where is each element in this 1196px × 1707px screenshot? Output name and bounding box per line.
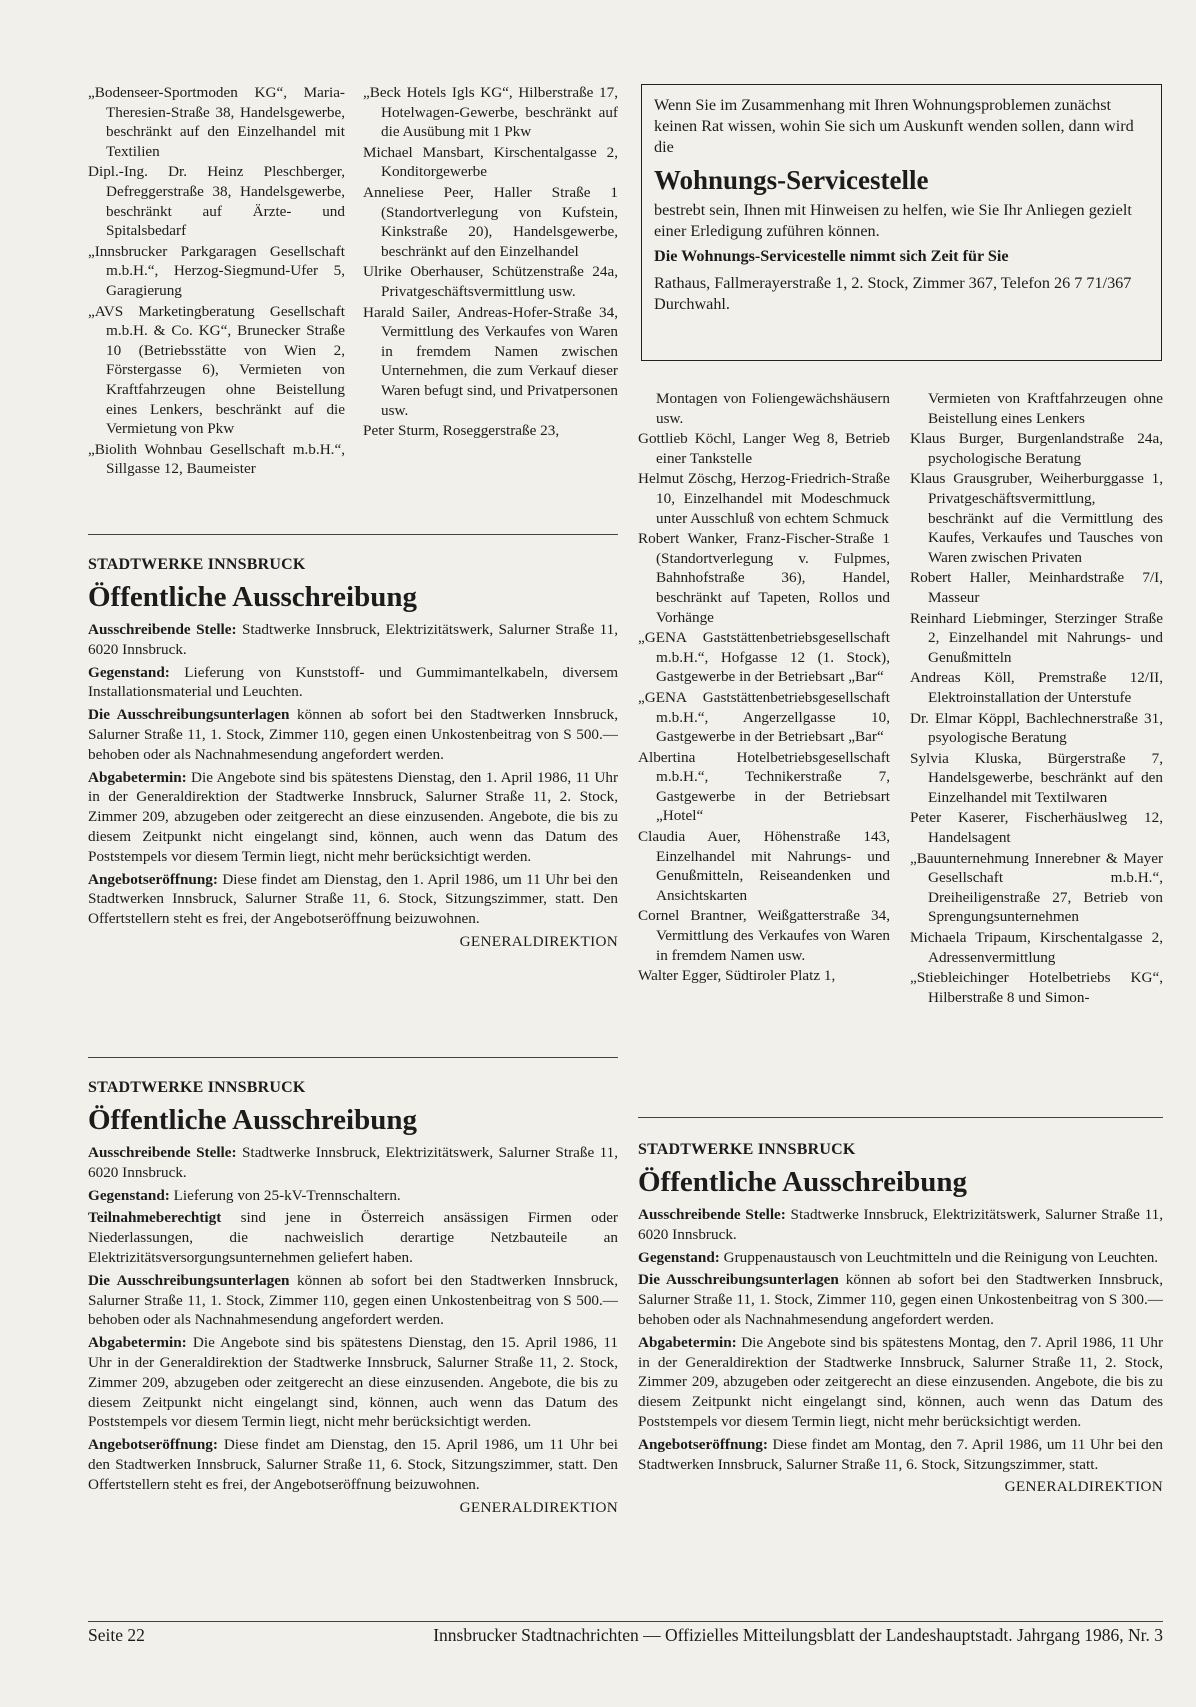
ad-kicker: STADTWERKE INNSBRUCK <box>88 556 306 573</box>
register-entry: „Bodenseer-Sportmoden KG“, Maria-Theresien-Straße 38, Handelsgewerbe, beschränkt auf den Einzelhandel mit Textilien <box>88 84 345 160</box>
register-entry: Helmut Zöschg, Herzog-Friedrich-Straße 10, Einzelhandel mit Modeschmuck unter Ausschluß von echtem Schmuck <box>638 470 890 527</box>
housing-service-box <box>641 84 1162 361</box>
register-entry: Albertina Hotelbetriebsgesellschaft m.b.H.“, Technikerstraße 7, Gastgewerbe in der Betriebsart „Hotel“ <box>638 748 890 825</box>
register-entry: Reinhard Liebminger, Sterzinger Straße 2, Einzelhandel mit Nahrungs- und Genußmitteln <box>910 609 1164 666</box>
register-entry: Ulrike Oberhauser, Schützenstraße 24a, Privatgeschäftsvermittlung usw. <box>363 263 618 300</box>
ad-paragraph: Ausschreibende Stelle: Stadtwerke Innsbruck, Elektrizitätswerk, Salurner Straße 11, 6020 Innsbruck. <box>638 1206 1164 1243</box>
ad-paragraph: Abgabetermin: Die Angebote sind bis spätestens Dienstag, den 1. April 1986, 11 Uhr in der Generaldirektion der Stadtwerke Innsbruck, Salurner Straße 11, 2. Stock, Zimmer 209, abzugeben oder zeitgerecht an diese einzusenden. Angebote, die bis zu diesem Zeitpunkt nicht eingelangt sind, können, auch wenn das Datum des Poststempels vor diesem Termin liegt, nicht mehr berücksichtigt werden. <box>88 768 619 865</box>
box-address: Rathaus, Fallmerayerstraße 1, 2. Stock, Zimmer 367, Telefon 26 7 71/367 Durchwahl. <box>654 274 1132 313</box>
ad-paragraph: Angebotseröffnung: Diese findet am Dienstag, den 1. April 1986, um 11 Uhr bei den Stadtwerken Innsbruck, Salurner Straße 11, 6. Stock, Sitzungszimmer, statt. Den Offertstellern steht es frei, der Angebotseröffnung beizuwohnen. <box>88 870 618 928</box>
box-intro: Wenn Sie im Zusammenhang mit Ihren Wohnungsproblemen zunächst keinen Rat wissen, wohin Sie sich um Auskunft wenden sollen, dann wird die <box>654 96 1134 156</box>
divider <box>88 1057 618 1058</box>
divider <box>88 534 618 535</box>
register-entry: Robert Wanker, Franz-Fischer-Straße 1 (Standortverlegung v. Fulpmes, Bahnhofstraße 36), Handel, beschränkt auf Tapeten, Rollos und Vorhänge <box>638 530 890 626</box>
ad-paragraph: Angebotseröffnung: Diese findet am Dienstag, den 15. April 1986, um 11 Uhr bei den Stadtwerken Innsbruck, Salurner Straße 11, 6. Stock, Sitzungszimmer, statt. Den Offertstellern steht es frei, der Angebotseröffnung beizuwohnen. <box>88 1436 618 1493</box>
register-entry: Dipl.-Ing. Dr. Heinz Pleschberger, Defreggerstraße 38, Handelsgewerbe, beschränkt auf Ärzte- und Spitalsbedarf <box>88 163 345 240</box>
ad-signature: GENERALDIREKTION <box>459 932 618 950</box>
register-entry: Sylvia Kluska, Bürgerstraße 7, Handelsgewerbe, beschränkt auf den Einzelhandel mit Textilwaren <box>910 749 1164 806</box>
register-entry: Klaus Burger, Burgenlandstraße 24a, psychologische Beratung <box>910 430 1163 467</box>
tender-ad-3 <box>638 1141 1163 1496</box>
ad-kicker: STADTWERKE INNSBRUCK <box>638 1141 856 1158</box>
page-number: Seite 22 <box>88 1625 145 1645</box>
register-entry: Vermieten von Kraftfahrzeugen ohne Beistellung eines Lenkers <box>928 390 1163 427</box>
ad-paragraph: Ausschreibende Stelle: Stadtwerke Innsbruck, Elektrizitätswerk, Salurner Straße 11, 6020 Innsbruck. <box>88 1144 619 1181</box>
register-entry: Claudia Auer, Höhenstraße 143, Einzelhandel mit Nahrungs- und Genußmitteln, Reiseandenken und Ansichtskarten <box>638 828 890 904</box>
ad-headline: Öffentliche Ausschreibung <box>638 1166 967 1198</box>
register-entry: Cornel Brantner, Weißgatterstraße 34, Vermittlung des Verkaufes von Waren in fremdem Namen usw. <box>638 907 890 964</box>
ad-kicker: STADTWERKE INNSBRUCK <box>88 1079 306 1096</box>
register-column-1 <box>88 83 345 480</box>
register-entry: Peter Sturm, Roseggerstraße 23, <box>363 422 560 440</box>
ad-paragraph: Gegenstand: Lieferung von Kunststoff- und Gummimantelkabeln, diversem Installationsmaterial und Leuchten. <box>88 663 619 701</box>
ad-headline: Öffentliche Ausschreibung <box>88 1104 417 1136</box>
ad-paragraph: Gegenstand: Gruppenaustausch von Leuchtmitteln und die Reinigung von Leuchten. <box>638 1248 1159 1266</box>
ad-paragraph: Die Ausschreibungsunterlagen können ab sofort bei den Stadtwerken Innsbruck, Salurner Straße 11, 1. Stock, Zimmer 110, gegen einen Unkostenbeitrag von S 300.— behoben oder als Nachnahmesendung angefordert werden. <box>638 1271 1163 1328</box>
register-column-2 <box>363 83 618 442</box>
register-entry: „AVS Marketingberatung Gesellschaft m.b.H. & Co. KG“, Brunecker Straße 10 (Betriebsstätte von Wien 2, Förstergasse 6), Vermieten von Kraftfahrzeugen ohne Beistellung eines Lenkers, beschränkt auf die Vermietung von Pkw <box>88 302 345 438</box>
ad-paragraph: Gegenstand: Lieferung von 25-kV-Trennschaltern. <box>88 1186 401 1204</box>
register-entry: „Stiebleichinger Hotelbetriebs KG“, Hilberstraße 8 und Simon- <box>910 969 1163 1006</box>
register-entry: Harald Sailer, Andreas-Hofer-Straße 34, Vermittlung des Verkaufes von Waren in fremdem Namen zwischen Unternehmen, die zum Verkauf dieser Waren befugt sind, und Privatpersonen usw. <box>363 303 618 419</box>
ad-paragraph: Ausschreibende Stelle: Stadtwerke Innsbruck, Elektrizitätswerk, Salurner Straße 11, 6020 Innsbruck. <box>88 621 619 658</box>
register-entry: „Innsbrucker Parkgaragen Gesellschaft m.b.H.“, Herzog-Siegmund-Ufer 5, Garagierung <box>88 242 345 299</box>
box-bold-line: Die Wohnungs-Servicestelle nimmt sich Zeit für Sie <box>654 247 1009 265</box>
tender-ad-2 <box>88 1079 618 1517</box>
register-entry: Michael Mansbart, Kirschentalgasse 2, Konditorgewerbe <box>363 143 619 181</box>
divider <box>638 1117 1163 1118</box>
box-title: Wohnungs-Servicestelle <box>654 165 929 195</box>
register-column-4 <box>910 389 1163 1008</box>
ad-signature: GENERALDIREKTION <box>1004 1478 1163 1496</box>
register-entry: Walter Egger, Südtiroler Platz 1, <box>638 967 836 985</box>
register-entry: Peter Kaserer, Fischerhäuslweg 12, Handelsagent <box>910 809 1163 847</box>
ad-paragraph: Teilnahmeberechtigt sind jene in Österreich ansässigen Firmen oder Niederlassungen, die nachweislich derartige Netzbauteile an Elektrizitätsversorgungsunternehmen geliefert haben. <box>88 1209 618 1266</box>
box-text: bestrebt sein, Ihnen mit Hinweisen zu helfen, wie Sie Ihr Anliegen gezielt einer Erledigung zuführen können. <box>654 201 1132 240</box>
ad-signature: GENERALDIREKTION <box>459 1498 618 1516</box>
register-entry: Klaus Grausgruber, Weiherburggasse 1, Privatgeschäftsvermittlung, beschränkt auf die Vermittlung des Kaufes, Verkaufes und Tausches von Waren zwischen Privaten <box>910 470 1163 566</box>
register-entry: Andreas Köll, Premstraße 12/II, Elektroinstallation der Unterstufe <box>910 669 1164 706</box>
register-entry: „Beck Hotels Igls KG“, Hilberstraße 17, Hotelwagen-Gewerbe, beschränkt auf die Ausübung mit 1 Pkw <box>363 84 619 141</box>
register-entry: Dr. Elmar Köppl, Bachlechnerstraße 31, psyologische Beratung <box>910 709 1163 747</box>
register-entry: Michaela Tripaum, Kirschentalgasse 2, Adressenvermittlung <box>910 929 1163 966</box>
register-entry: Robert Haller, Meinhardstraße 7/I, Masseur <box>910 569 1163 606</box>
ad-paragraph: Abgabetermin: Die Angebote sind bis spätestens Montag, den 7. April 1986, 11 Uhr in der Generaldirektion der Stadtwerke Innsbruck, Salurner Straße 11, 2. Stock, Zimmer 209, abzugeben oder zeitgerecht an diese einzusenden. Angebote, die bis zu diesem Zeitpunkt nicht eingelangt sind, können, auch wenn das Datum des Poststempels vor diesem Termin liegt, nicht mehr berücksichtigt werden. <box>638 1333 1163 1430</box>
register-entry: Montagen von Foliengewächshäusern usw. <box>656 390 890 427</box>
tender-ad-1 <box>88 556 618 951</box>
ad-paragraph: Angebotseröffnung: Diese findet am Montag, den 7. April 1986, um 11 Uhr bei den Stadtwerken Innsbruck, Salurner Straße 11, 6. Stock, Sitzungszimmer, statt. <box>638 1435 1164 1473</box>
register-column-3 <box>638 389 890 987</box>
register-entry: „Bauunternehmung Innerebner & Mayer Gesellschaft m.b.H.“, Dreiheiligenstraße 27, Betrieb von Sprengungsunternehmen <box>910 849 1163 926</box>
ad-paragraph: Abgabetermin: Die Angebote sind bis spätestens Dienstag, den 15. April 1986, 11 Uhr in der Generaldirektion der Stadtwerke Innsbruck, Salurner Straße 11, 2. Stock, Zimmer 209, abzugeben oder zeitgerecht an diese einzusenden. Angebote, die bis zu diesem Zeitpunkt nicht eingelangt sind, können, auch wenn das Datum des Poststempels vor diesem Termin liegt, nicht mehr berücksichtigt werden. <box>88 1334 619 1431</box>
ad-headline: Öffentliche Ausschreibung <box>88 581 417 613</box>
register-entry: „GENA Gaststättenbetriebsgesellschaft m.b.H.“, Angerzellgasse 10, Gastgewerbe in der Betriebsart „Bar“ <box>638 688 890 746</box>
register-entry: Gottlieb Köchl, Langer Weg 8, Betrieb einer Tankstelle <box>638 430 891 467</box>
register-entry: „GENA Gaststättenbetriebsgesellschaft m.b.H.“, Hofgasse 12 (1. Stock), Gastgewerbe in der Betriebsart „Bar“ <box>638 629 891 686</box>
register-entry: Anneliese Peer, Haller Straße 1 (Standortverlegung von Kufstein, Kinkstraße 20), Handelsgewerbe, beschränkt auf den Einzelhandel <box>363 183 618 260</box>
register-entry: „Biolith Wohnbau Gesellschaft m.b.H.“, Sillgasse 12, Baumeister <box>88 440 345 478</box>
masthead: Innsbrucker Stadtnachrichten — Offizielles Mitteilungsblatt der Landeshauptstadt. Jahrgang 1986, Nr. 3 <box>433 1625 1163 1645</box>
ad-paragraph: Die Ausschreibungsunterlagen können ab sofort bei den Stadtwerken Innsbruck, Salurner Straße 11, 1. Stock, Zimmer 110, gegen einen Unkostenbeitrag von S 500.— behoben oder als Nachnahmesendung angefordert werden. <box>88 706 618 763</box>
ad-paragraph: Die Ausschreibungsunterlagen können ab sofort bei den Stadtwerken Innsbruck, Salurner Straße 11, 1. Stock, Zimmer 110, gegen einen Unkostenbeitrag von S 500.— behoben oder als Nachnahmesendung angefordert werden. <box>88 1271 618 1329</box>
footer-rule <box>88 1621 1163 1622</box>
